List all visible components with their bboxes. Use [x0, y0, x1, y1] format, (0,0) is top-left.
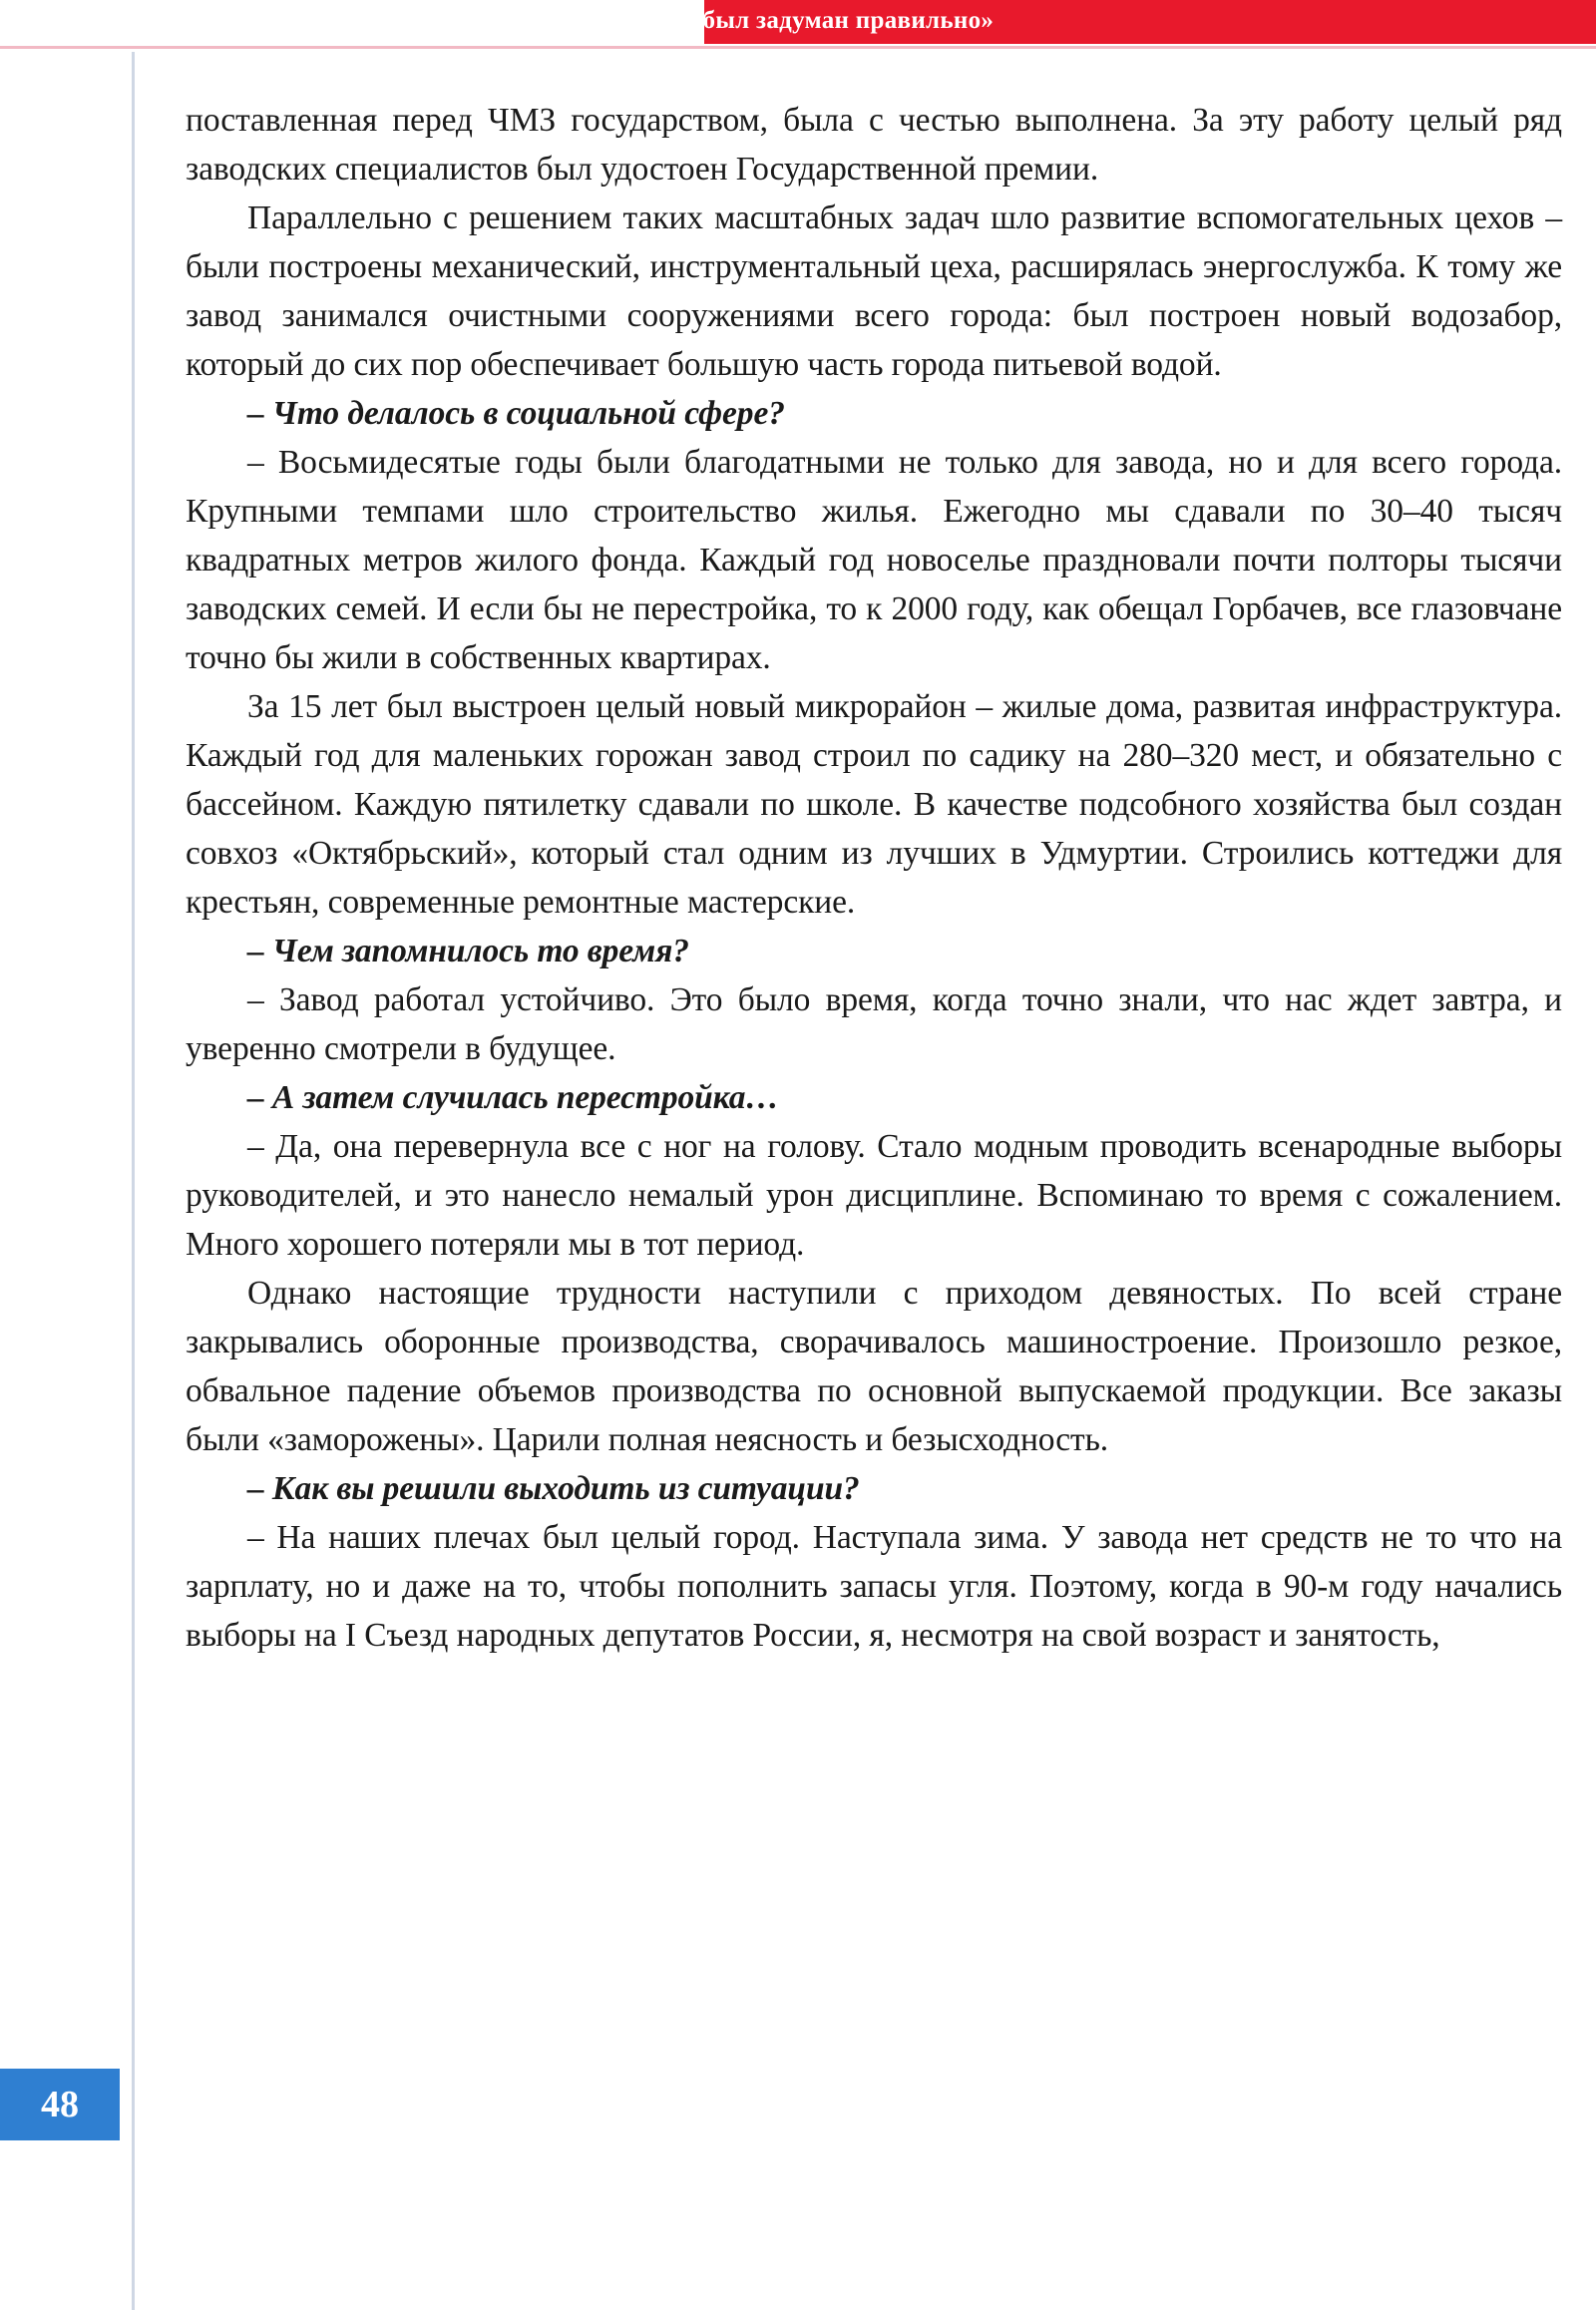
page-header [0, 0, 1596, 48]
header-divider [0, 46, 1596, 49]
page-number-tab: 48 [0, 2069, 120, 2140]
paragraph: поставленная перед ЧМЗ государством, была с честью выполнена. За эту работу целый ряд заводских специалистов был удостоен Государственной премии. [186, 102, 1562, 188]
paragraph: Однако настоящие трудности наступили с приходом девяностых. По всей стране закрывались оборонные производства, сворачивалось машиностроение. Произошло резкое, обвальное падение объемов производства по основной выпускаемой продукции. Все заказы были «заморожены». Царили полная неясность и безысходность. [186, 1275, 1562, 1458]
paragraph: – На наших плечах был целый город. Наступала зима. У завода нет средств не то что на зарплату, но и даже на то, чтобы пополнить запасы угля. Поэтому, когда в 90-м году начались выборы на I Съезд народных депутатов России, я, несмотря на свой возраст и занятость, [186, 1519, 1562, 1654]
left-margin-rule [132, 52, 135, 2310]
paragraph: Параллельно с решением таких масштабных задач шло развитие вспомогательных цехов – были построены механический, инструментальный цеха, расширялась энергослужба. К тому же завод занимался очистными сооружениями всего города: был построен новый водозабор, который до сих пор обеспечивает большую часть города питьевой водой. [186, 199, 1562, 383]
running-head-title: «ТВЭЛ» был задуман правильно» [601, 7, 995, 34]
paragraph: – Восьмидесятые годы были благодатными не только для завода, но и для всего города. Крупными темпами шло строительство жилья. Ежегодно мы сдавали по 30–40 тысяч квадратных метров жилого фонда. Каждый год новоселье праздновали почти полторы тысячи заводских семей. И если бы не перестройка, то к 2000 году, как обещал Горбачев, все глазовчане точно бы жили в собственных квартирах. [186, 444, 1562, 676]
body-text-column [186, 96, 1562, 1660]
interview-question: – Как вы решили выходить из ситуации? [247, 1470, 860, 1507]
interview-question: – А затем случилась перестройка… [247, 1079, 779, 1116]
paragraph: – Да, она перевернула все с ног на голову. Стало модным проводить всенародные выборы руководителей, и это нанесло немалый урон дисциплине. Вспоминаю то время с сожалением. Много хорошего потеряли мы в тот период. [186, 1128, 1562, 1263]
paragraph: – Завод работал устойчиво. Это было время, когда точно знали, что нас ждет завтра, и уверенно смотрели в будущее. [186, 981, 1562, 1067]
interview-question: – Что делалось в социальной сфере? [247, 395, 785, 432]
paragraph: За 15 лет был выстроен целый новый микрорайон – жилые дома, развитая инфраструктура. Каждый год для маленьких горожан завод строил по садику на 280–320 мест, и обязательно с бассейном. Каждую пятилетку сдавали по школе. В качестве подсобного хозяйства был создан совхоз «Октябрьский», который стал одним из лучших в Удмуртии. Строились коттеджи для крестьян, современные ремонтные мастерские. [186, 688, 1562, 921]
interview-question: – Чем запомнилось то время? [247, 933, 689, 969]
